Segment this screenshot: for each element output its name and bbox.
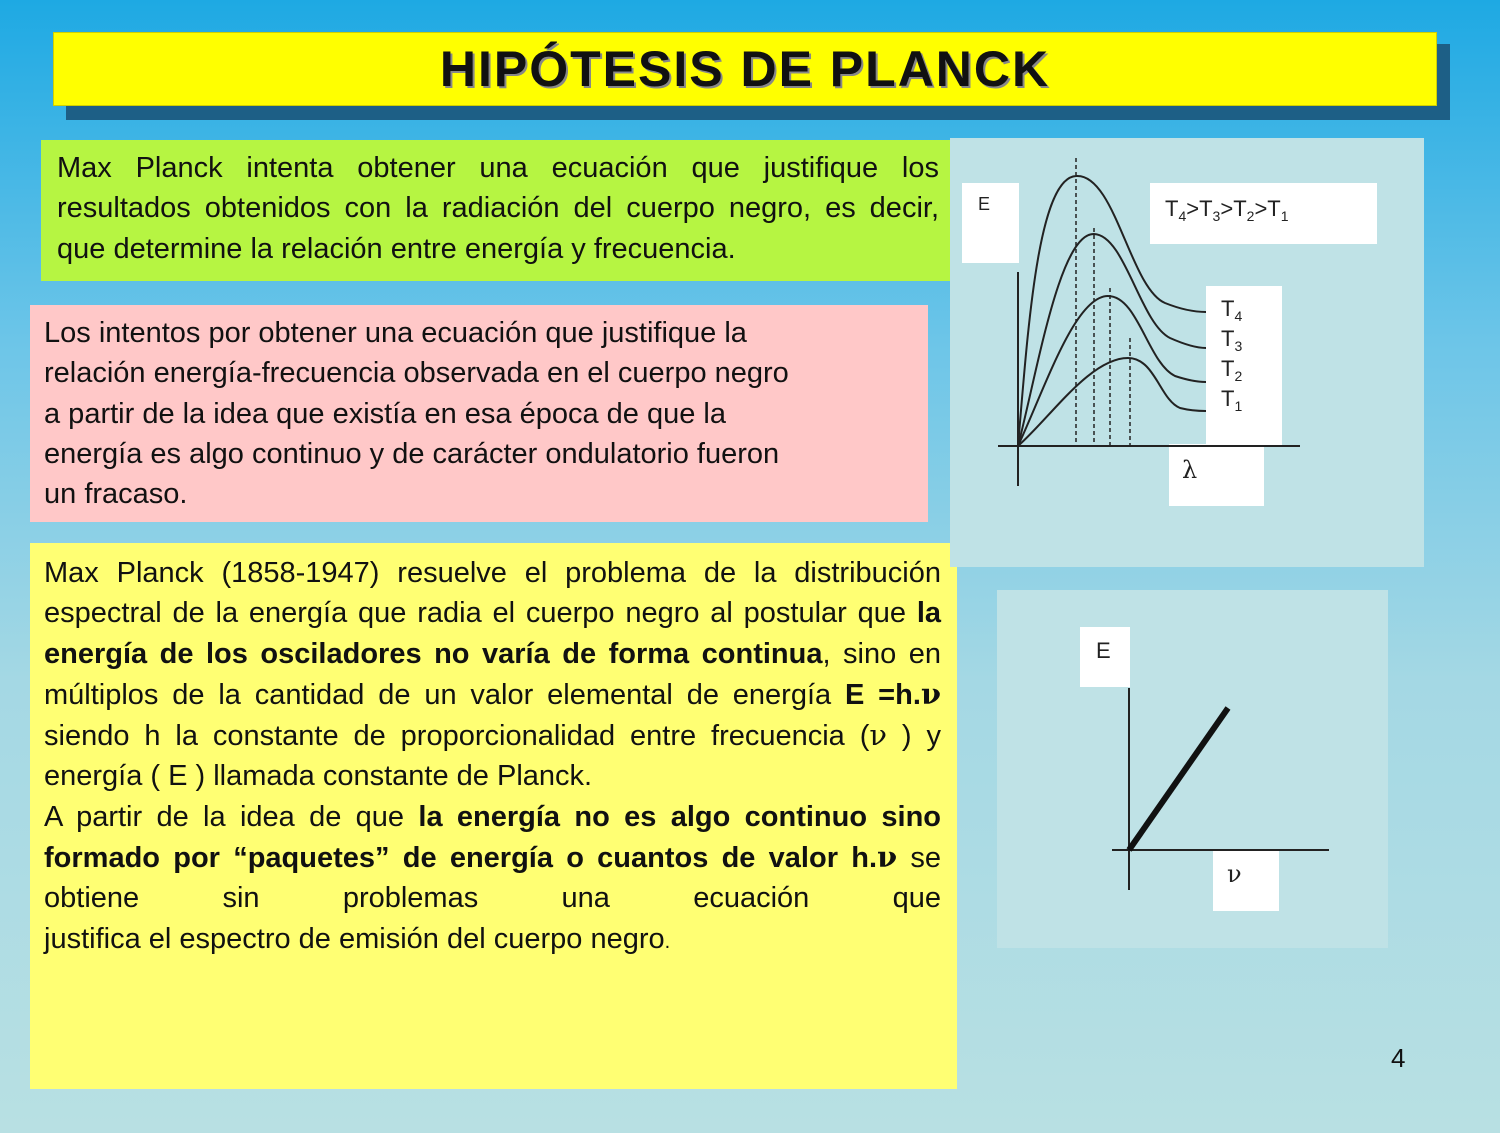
x-axis-label: ν bbox=[1227, 860, 1242, 888]
linear-energy-graph bbox=[997, 590, 1388, 948]
nu-symbol: ν bbox=[877, 840, 898, 875]
intro-text-box bbox=[41, 140, 953, 281]
hypothesis-text-box bbox=[30, 543, 957, 1089]
text-run: ) y bbox=[887, 720, 941, 753]
text-run: energía ( E ) llamada constante de Planck. bbox=[44, 760, 593, 793]
hypothesis-paragraph bbox=[44, 553, 941, 962]
blackbody-graph-panel bbox=[950, 138, 1424, 567]
failure-line: a partir de la idea que existía en esa época de que la bbox=[44, 397, 726, 430]
curve-t1 bbox=[1018, 358, 1206, 446]
curve-t4 bbox=[1018, 176, 1206, 446]
curve-label-t1: $T_1$ bbox=[1221, 386, 1243, 414]
curve-label-t4: $T_4$ bbox=[1221, 296, 1243, 324]
text-run: A partir de la idea de que bbox=[44, 800, 419, 833]
intro-paragraph: Max Planck intenta obtener una ecuación que justifique los resultados obtenidos con la radiación del cuerpo negro, es decir, que determine la relación entre energía y frecuencia. bbox=[57, 152, 939, 265]
blackbody-curves bbox=[950, 138, 1424, 567]
failure-text-box bbox=[30, 305, 928, 522]
title-banner bbox=[53, 32, 1437, 106]
failure-line: relación energía-frecuencia observada en el cuerpo negro bbox=[44, 357, 789, 390]
bold-run: la energía de los osciladores no varía de forma continua bbox=[44, 597, 941, 670]
failure-line: Los intentos por obtener una ecuación que justifique la bbox=[44, 317, 747, 349]
x-axis-label: λ bbox=[1182, 456, 1198, 484]
temperature-order-label: $T_4>T_3>T_2>T_1$ bbox=[1165, 196, 1289, 224]
y-axis-label: E bbox=[978, 194, 991, 214]
nu-symbol: ν bbox=[920, 676, 941, 711]
failure-line: energía es algo continuo y de carácter ondulatorio fueron bbox=[44, 437, 780, 470]
curve-label-t3: $T_3$ bbox=[1221, 326, 1243, 354]
bold-text: la energía no es algo continuo sino formado por “paquetes” de energía o cuantos de valor h. bbox=[44, 800, 942, 875]
formula-text: E =h. bbox=[844, 678, 921, 711]
slide-title: HIPÓTESIS DE PLANCK bbox=[439, 41, 1051, 97]
text-run: . bbox=[664, 930, 671, 953]
curve-label-t2: $T_2$ bbox=[1221, 356, 1243, 384]
text-run: Max Planck (1858-1947) resuelve el problema de la distribución espectral de la energía que radia el cuerpo negro al postular que bbox=[44, 557, 941, 630]
energy-line bbox=[1129, 708, 1228, 850]
nu-symbol: ν bbox=[869, 718, 888, 753]
text-run: justifica el espectro de emisión del cuerpo negro bbox=[44, 922, 665, 955]
curve-t2 bbox=[1018, 296, 1206, 446]
failure-paragraph bbox=[44, 313, 916, 514]
text-run: se obtiene sin problemas una ecuación que bbox=[44, 842, 942, 915]
energy-frequency-graph-panel bbox=[997, 590, 1388, 948]
curve-t3 bbox=[1018, 234, 1206, 446]
page-number: 4 bbox=[1391, 1043, 1406, 1073]
failure-line: un fracaso. bbox=[44, 478, 188, 511]
formula-run bbox=[844, 676, 941, 711]
text-run: siendo h la constante de proporcionalidad entre frecuencia ( bbox=[44, 720, 870, 753]
y-axis-label: E bbox=[1096, 638, 1111, 663]
text-run: , sino en múltiplos de la cantidad de un valor elemental de energía bbox=[44, 637, 941, 711]
